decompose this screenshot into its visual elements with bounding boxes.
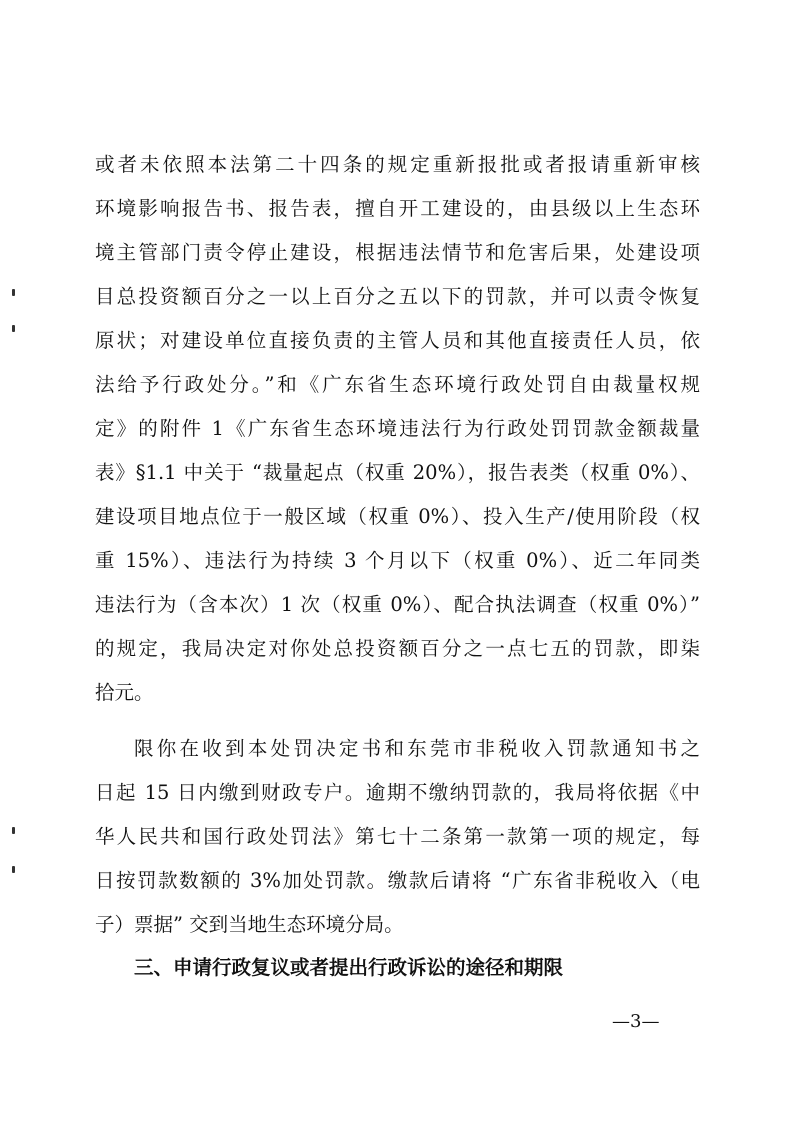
body-line-15: 日起 15 日内缴到财政专户。逾期不缴纳罚款的，我局将依据《中 — [95, 781, 700, 804]
body-line-13: 拾元。 — [95, 681, 154, 704]
binding-mark — [12, 827, 15, 834]
body-line-17: 日按罚款数额的 3%加处罚款。缴款后请将 “广东省非税收入（电 — [95, 869, 700, 892]
body-line-4: 目总投资额百分之一以上百分之五以下的罚款，并可以责令恢复 — [95, 285, 700, 308]
body-line-16: 华人民共和国行政处罚法》第七十二条第一款第一项的规定，每 — [95, 825, 700, 848]
body-line-7: 定》的附件 1《广东省生态环境违法行为行政处罚罚款金额裁量 — [95, 417, 700, 440]
page-number: —3— — [612, 1011, 660, 1032]
body-line-3: 境主管部门责令停止建设，根据违法情节和危害后果，处建设项 — [95, 241, 700, 264]
body-line-6: 法给予行政处分。”和《广东省生态环境行政处罚自由裁量权规 — [95, 373, 700, 396]
binding-mark — [12, 325, 15, 332]
body-line-1: 或者未依照本法第二十四条的规定重新报批或者报请重新审核 — [95, 153, 700, 176]
binding-mark — [12, 866, 15, 873]
body-line-14: 限你在收到本处罚决定书和东莞市非税收入罚款通知书之 — [134, 737, 700, 760]
section-heading: 三、申请行政复议或者提出行政诉讼的途径和期限 — [134, 956, 564, 979]
body-line-8: 表》§1.1 中关于 “裁量起点（权重 20%），报告表类（权重 0%）、 — [95, 461, 700, 484]
body-line-11: 违法行为（含本次）1 次（权重 0%）、配合执法调查（权重 0%）” — [95, 593, 700, 616]
body-line-2: 环境影响报告书、报告表，擅自开工建设的，由县级以上生态环 — [95, 197, 700, 220]
binding-mark — [12, 289, 15, 296]
body-line-12: 的规定，我局决定对你处总投资额百分之一点七五的罚款，即柒 — [95, 637, 700, 660]
body-line-5: 原状；对建设单位直接负责的主管人员和其他直接责任人员，依 — [95, 329, 700, 352]
body-line-10: 重 15%）、违法行为持续 3 个月以下（权重 0%）、近二年同类 — [95, 549, 700, 572]
body-line-9: 建设项目地点位于一般区域（权重 0%）、投入生产/使用阶段（权 — [95, 505, 700, 528]
body-line-18: 子）票据” 交到当地生态环境分局。 — [95, 913, 404, 936]
